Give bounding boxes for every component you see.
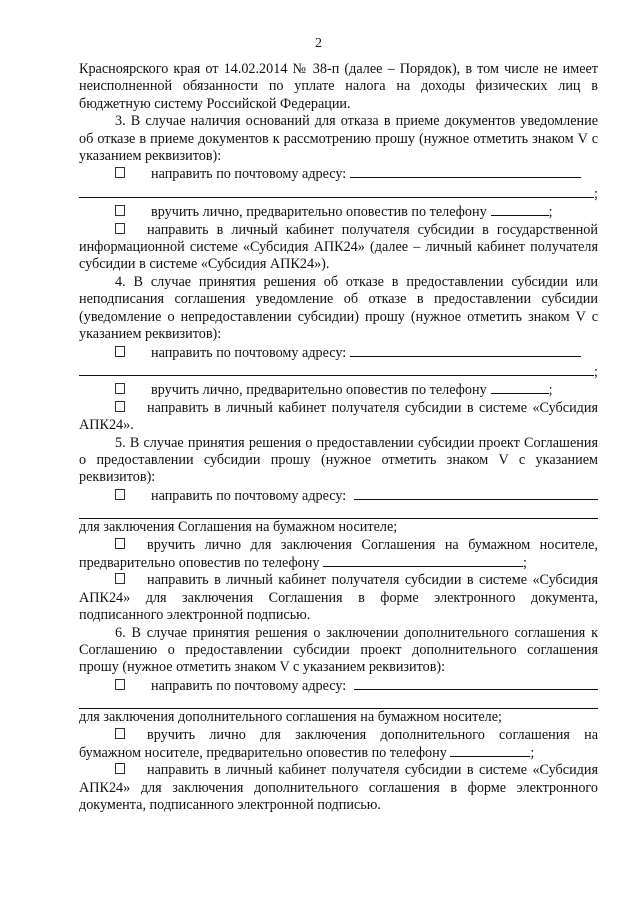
- s3-phone-label: вручить лично, предварительно оповестив по телефону: [151, 204, 487, 221]
- page-number: 2: [315, 36, 322, 51]
- s3-mail-checkbox[interactable]: [115, 167, 125, 178]
- s6-cabinet-label: направить в личный кабинет получателя субсидии в системе «Субсидия АПК24» для заключения дополнительного соглашения в форме электронного документа, подписанного электронной подписью.: [79, 762, 598, 814]
- section-6-heading: 6. В случае принятия решения о заключении дополнительного соглашения к Соглашению о предоставлении субсидии проект дополнительного соглашения прошу (нужное отметить знаком V с указанием реквизитов):: [79, 624, 598, 676]
- s4-mail-checkbox[interactable]: [115, 346, 125, 357]
- s6-cabinet-checkbox[interactable]: [115, 763, 125, 774]
- s5-cabinet-option: [79, 572, 598, 624]
- s4-phone-field[interactable]: [491, 381, 549, 394]
- s4-mail-address-line2[interactable]: ;: [79, 362, 598, 381]
- s4-cabinet-option: [79, 400, 598, 435]
- s6-mail-label: направить по почтовому адресу:: [151, 677, 347, 694]
- intro-paragraph: Красноярского края от 14.02.2014 № 38-п (далее – Порядок), в том числе не имеет неисполненной обязанности по уплате налога на доходы физических лиц в бюджетную систему Российской Федерации.: [79, 61, 598, 112]
- s5-mail-label: направить по почтовому адресу:: [151, 487, 347, 504]
- s6-mail-address-line2[interactable]: [79, 695, 598, 709]
- s4-mail-option: [79, 344, 598, 362]
- s4-mail-address-field[interactable]: [350, 344, 581, 357]
- s3-phone-checkbox[interactable]: [115, 205, 125, 216]
- s5-phone-option: вручить лично для заключения Соглашения на бумажном носителе, предварительно оповестив по телефону ;: [79, 536, 598, 571]
- s5-phone-label: вручить лично для заключения Соглашения на бумажном носителе, предварительно оповестив по телефону: [79, 536, 598, 571]
- s6-mail-checkbox[interactable]: [115, 679, 125, 690]
- s6-phone-checkbox[interactable]: [115, 728, 125, 739]
- s6-mail-address-field[interactable]: [354, 677, 598, 690]
- s3-mail-label: направить по почтовому адресу:: [151, 166, 347, 183]
- s5-phone-checkbox[interactable]: [115, 538, 125, 549]
- s4-mail-label: направить по почтовому адресу:: [151, 344, 347, 361]
- s3-mail-address-line2[interactable]: ;: [79, 184, 598, 203]
- s4-phone-option: вручить лично, предварительно оповестив по телефону ;: [79, 381, 598, 399]
- section-5-heading: 5. В случае принятия решения о предоставлении субсидии проект Соглашения о предоставлении субсидии прошу (нужное отметить знаком V с указанием реквизитов):: [79, 434, 598, 486]
- section-4-heading: 4. В случае принятия решения об отказе в предоставлении субсидии или неподписания соглашения уведомление об отказе в предоставлении субсидии (уведомление о непредоставлении субсидии) прошу (нужное отметить знаком V с указанием реквизитов):: [79, 273, 598, 343]
- s4-cabinet-checkbox[interactable]: [115, 401, 125, 412]
- s6-phone-label: вручить лично для заключения дополнительного соглашения на бумажном носителе, предварительно оповестив по телефону: [79, 726, 598, 762]
- s5-mail-option: [79, 487, 598, 505]
- s5-mail-note: для заключения Соглашения на бумажном носителе;: [79, 519, 398, 536]
- s3-mail-address-field[interactable]: [350, 165, 581, 178]
- s4-cabinet-label: направить в личный кабинет получателя субсидии в системе «Субсидия АПК24».: [79, 399, 598, 434]
- s5-phone-field[interactable]: [323, 554, 523, 567]
- s6-phone-field[interactable]: [450, 744, 530, 757]
- s3-mail-option: [79, 165, 598, 183]
- document-body: [79, 61, 598, 815]
- s4-phone-label: вручить лично, предварительно оповестив по телефону: [151, 382, 487, 399]
- s6-phone-option: вручить лично для заключения дополнительного соглашения на бумажном носителе, предварительно оповестив по телефону ;: [79, 726, 598, 762]
- s3-phone-option: вручить лично, предварительно оповестив по телефону ;: [79, 203, 598, 221]
- s5-mail-address-field[interactable]: [354, 487, 598, 500]
- s6-cabinet-option: [79, 762, 598, 814]
- s5-mail-address-line2[interactable]: [79, 505, 598, 519]
- s3-cabinet-label: направить в личный кабинет получателя субсидии в государственной информационной системе «Субсидия АПК24» (далее – личный кабинет получателя субсидии в системе «Субсидия АПК24»).: [79, 221, 598, 273]
- s3-cabinet-option: [79, 222, 598, 274]
- s5-mail-checkbox[interactable]: [115, 489, 125, 500]
- section-3-heading: 3. В случае наличия оснований для отказа в приеме документов уведомление об отказе в приеме документов к рассмотрению прошу (нужное отметить знаком V с указанием реквизитов):: [79, 113, 598, 165]
- s3-cabinet-checkbox[interactable]: [115, 223, 125, 234]
- s5-cabinet-checkbox[interactable]: [115, 573, 125, 584]
- s3-phone-field[interactable]: [491, 203, 549, 216]
- s6-mail-note: для заключения дополнительного соглашения на бумажном носителе;: [79, 709, 502, 726]
- s4-phone-checkbox[interactable]: [115, 383, 125, 394]
- s6-mail-option: [79, 677, 598, 695]
- s5-cabinet-label: направить в личный кабинет получателя субсидии в системе «Субсидия АПК24» для заключения Соглашения в форме электронного документа, подписанного электронной подписью.: [79, 572, 598, 624]
